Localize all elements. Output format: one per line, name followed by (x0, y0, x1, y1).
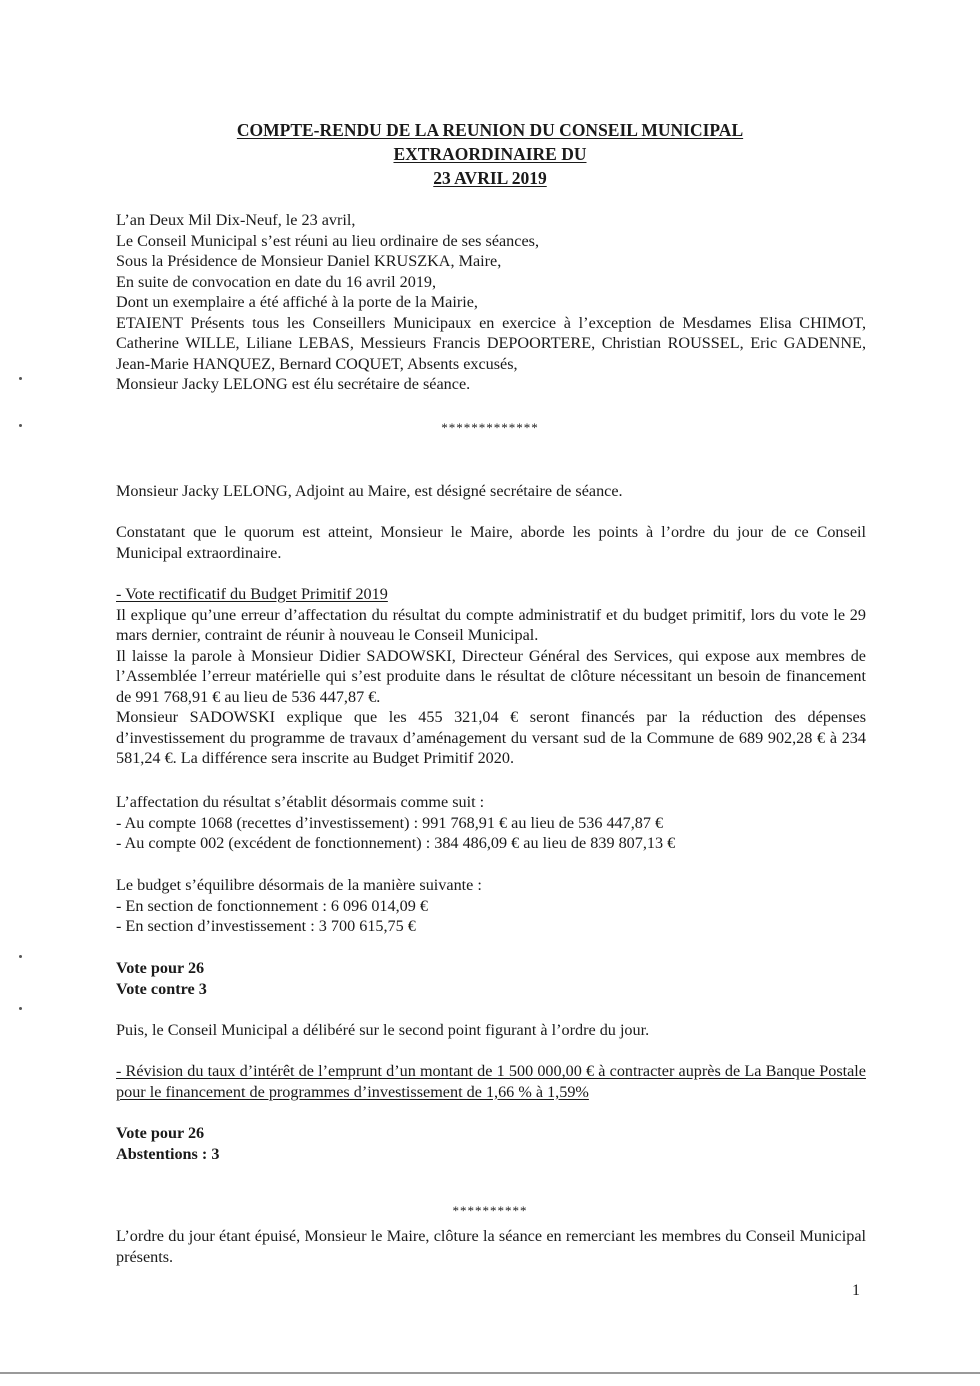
page-number: 1 (852, 1282, 860, 1299)
vote-1-block (116, 958, 866, 999)
point1-paragraph-3: Monsieur SADOWSKI explique que les 455 321,04 € seront financés par la réduction des dépenses d’investissement du programme de travaux d’aménagement du versant sud de la Commune de 689 902,28 € à 234 581,24 €. La différence sera inscrite au Budget Primitif 2020. (116, 708, 866, 767)
affectation-intro: L’affectation du résultat s’établit désormais comme suit : (116, 793, 485, 811)
budget-block (116, 875, 866, 937)
intro-line-4: En suite de convocation en date du 16 avril 2019, (116, 272, 437, 291)
vote-2-pour: Vote pour 26 (116, 1124, 205, 1142)
intro-line-2: Le Conseil Municipal s’est réuni au lieu ordinaire de ses séances, (116, 231, 539, 250)
title-line-1: COMPTE-RENDU DE LA REUNION DU CONSEIL MUNICIPAL (236, 120, 744, 140)
document-title (0, 118, 980, 190)
budget-intro: Le budget s’équilibre désormais de la manière suivante : (116, 876, 482, 894)
separator-1: ************* (441, 420, 539, 435)
vote-2-block (116, 1123, 866, 1164)
separator-2: ********** (452, 1203, 528, 1218)
title-line-3: 23 AVRIL 2019 (433, 168, 547, 188)
intro-line-5: Dont un exemplaire a été affiché à la porte de la Mairie, (116, 293, 478, 311)
point1-paragraph-1: Il explique qu’une erreur d’affectation du résultat du compte administratif et du budget primitif, lors du vote le 29 mars dernier, contraint de réunir à nouveau le Conseil Municipal. (116, 605, 866, 644)
scan-speck (19, 955, 22, 958)
intro-block (116, 210, 866, 395)
point1-paragraph-2: Il laisse la parole à Monsieur Didier SADOWSKI, Directeur Général des Services, qui expose aux membres de l’Assemblée l’erreur matérielle qui s’est produite dans le résultat de clôture nécessitant un besoin de financement de 991 768,91 € au lieu de 536 447,87 €. (116, 646, 866, 706)
budget-item-1: - En section de fonctionnement : 6 096 014,09 € (116, 896, 428, 915)
affectation-item-2: - Au compte 002 (excédent de fonctionnement) : 384 486,09 € au lieu de 839 807,13 € (116, 834, 676, 852)
vote-2-abstentions: Abstentions : 3 (116, 1144, 220, 1163)
intro-attendance: ETAIENT Présents tous les Conseillers Municipaux en exercice à l’exception de Mesdames Elisa CHIMOT, Catherine WILLE, Liliane LEBAS, Messieurs Francis DEPOORTERE, Christian ROUSSEL, Eric GADENNE, Jean-Marie HANQUEZ, Bernard COQUET, Absents excusés, (116, 313, 866, 373)
intro-line-3: Sous la Présidence de Monsieur Daniel KRUSZKA, Maire, (116, 252, 502, 270)
intro-line-7: Monsieur Jacky LELONG est élu secrétaire de séance. (116, 375, 471, 393)
quorum-paragraph: Constatant que le quorum est atteint, Monsieur le Maire, aborde les points à l’ordre du jour de ce Conseil Municipal extraordinaire. (116, 523, 866, 562)
vote-1-contre: Vote contre 3 (116, 979, 207, 998)
scan-speck (19, 424, 22, 427)
scan-speck (19, 1007, 22, 1010)
scan-speck (19, 377, 22, 380)
point2-heading: - Révision du taux d’intérêt de l’emprunt d’un montant de 1 500 000,00 € à contracter auprès de La Banque Postale pour le financement de programmes d’investissement de 1,66 % à 1,59% (116, 1062, 866, 1101)
budget-item-2: - En section d’investissement : 3 700 615,75 € (116, 917, 416, 935)
closing-paragraph: L’ordre du jour étant épuisé, Monsieur le Maire, clôture la séance en remerciant les membres du Conseil Municipal présents. (116, 1227, 866, 1266)
second-point-intro: Puis, le Conseil Municipal a délibéré sur le second point figurant à l’ordre du jour. (116, 1021, 650, 1039)
point1-heading: - Vote rectificatif du Budget Primitif 2019 (116, 585, 388, 603)
secretary-paragraph: Monsieur Jacky LELONG, Adjoint au Maire, est désigné secrétaire de séance. (116, 482, 623, 500)
scan-edge-line (0, 1372, 980, 1374)
intro-line-1: L’an Deux Mil Dix-Neuf, le 23 avril, (116, 211, 356, 229)
affectation-block (116, 792, 866, 854)
affectation-item-1: - Au compte 1068 (recettes d’investissement) : 991 768,91 € au lieu de 536 447,87 € (116, 813, 664, 832)
vote-1-pour: Vote pour 26 (116, 959, 205, 977)
point1-block (116, 584, 866, 769)
title-line-2: EXTRAORDINAIRE DU (393, 144, 587, 164)
